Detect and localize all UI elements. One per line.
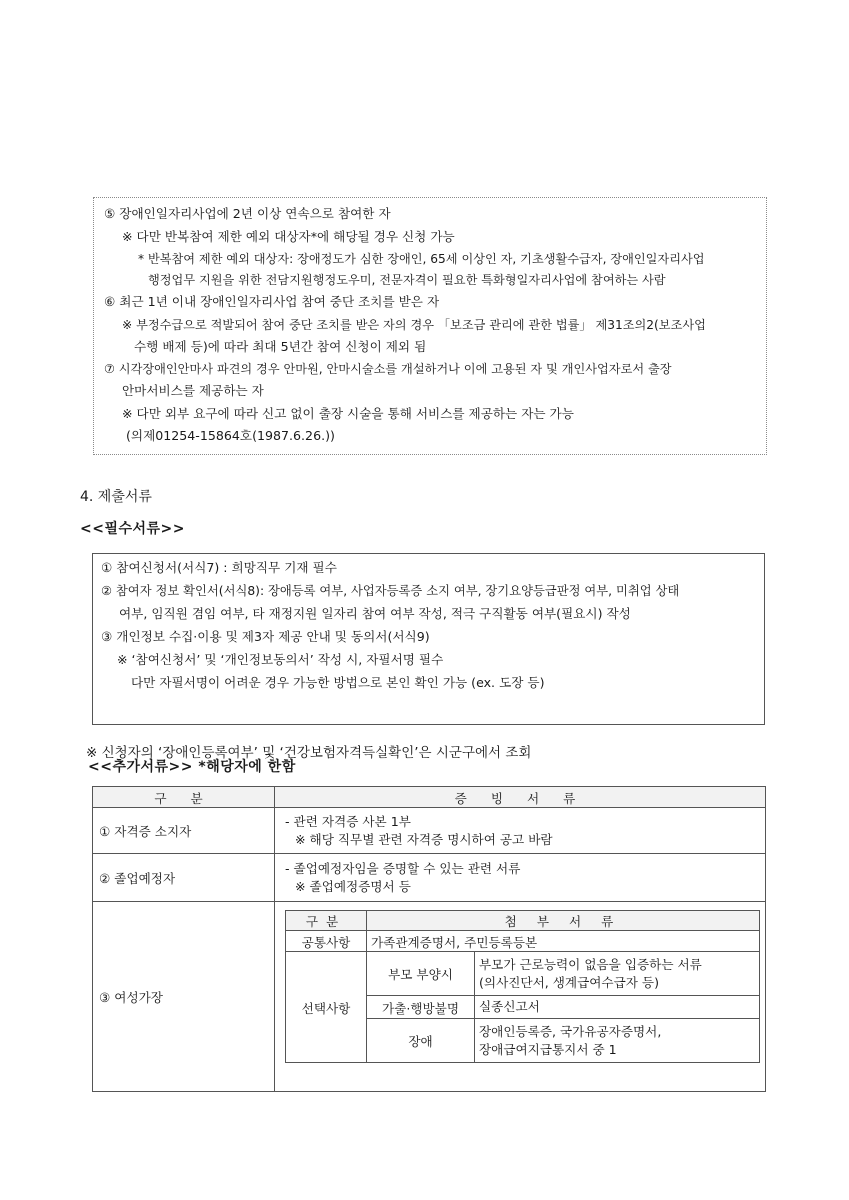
common-docs: 가족관계증명서, 주민등록등본 xyxy=(367,931,760,952)
optional-doc-line: 실종신고서 xyxy=(479,999,540,1014)
common-label: 공통사항 xyxy=(286,931,367,952)
eligibility-note: ※ 다만 외부 요구에 따라 신고 없이 출장 시술을 통해 서비스를 제공하는 자는 가능 xyxy=(122,406,574,421)
eligibility-item-7-cont: 안마서비스를 제공하는 자 xyxy=(122,383,264,398)
required-docs-title: <<필수서류>> xyxy=(80,521,186,537)
optional-case-label: 가출·행방불명 xyxy=(367,996,475,1019)
optional-doc-line: 부모가 근로능력이 없음을 입증하는 서류 xyxy=(479,956,702,972)
row-docs xyxy=(275,854,766,902)
table-row xyxy=(93,808,766,854)
eligibility-reference: (의제01254-15864호(1987.6.26.)) xyxy=(126,428,335,443)
additional-docs-table xyxy=(92,786,766,1092)
optional-label: 선택사항 xyxy=(286,952,367,1063)
eligibility-note: ※ 다만 반복참여 제한 예외 대상자*에 해당될 경우 신청 가능 xyxy=(122,229,455,244)
required-doc-note-cont: 다만 자필서명이 어려운 경우 가능한 방법으로 본인 확인 가능 (ex. 도장 등) xyxy=(131,675,545,690)
eligibility-note: ※ 부정수급으로 적발되어 참여 중단 조치를 받은 자의 경우 「보조금 관리에 관한 법률」 제31조의2(보조사업 xyxy=(122,318,706,332)
required-doc-item: ① 참여신청서(서식7) : 희망직무 기재 필수 xyxy=(101,560,337,575)
table-header-docs: 증 빙 서 류 xyxy=(275,787,766,808)
required-doc-item: ② 참여자 정보 확인서(서식8): 장애등록 여부, 사업자등록증 소지 여부, 장기요양등급판정 여부, 미취업 상태 xyxy=(101,584,680,598)
optional-doc-line: 장애인등록증, 국가유공자증명서, xyxy=(479,1023,662,1039)
required-doc-note: ※ ‘참여신청서’ 및 ‘개인정보동의서’ 작성 시, 자필서명 필수 xyxy=(117,652,444,667)
optional-doc-line: 장애급여지급통지서 중 1 xyxy=(479,1041,617,1057)
section-title: 4. 제출서류 xyxy=(80,489,152,505)
row-docs xyxy=(275,902,766,1092)
table-row xyxy=(93,854,766,902)
female-head-inner-table xyxy=(285,910,760,1063)
table-header-category: 구 분 xyxy=(93,787,275,808)
eligibility-item-7: ⑦ 시각장애인안마사 파견의 경우 안마원, 안마시술소를 개설하거나 이에 고용된 자 및 개인사업자로서 출장 xyxy=(104,362,672,376)
required-doc-item: ③ 개인정보 수집·이용 및 제3자 제공 안내 및 동의서(서식9) xyxy=(101,629,430,644)
row-docs xyxy=(275,808,766,854)
required-doc-item-cont: 여부, 임직원 겸임 여부, 타 재정지원 일자리 참여 여부 작성, 적극 구직활동 여부(필요시) 작성 xyxy=(119,606,631,621)
eligibility-footnote-cont: 행정업무 지원을 위한 전담지원행정도우미, 전문자격이 필요한 특화형일자리사업에 참여하는 사람 xyxy=(148,273,666,287)
eligibility-box xyxy=(93,197,767,455)
inner-header-category: 구분 xyxy=(286,911,367,931)
optional-case-label: 장애 xyxy=(367,1019,475,1063)
row-category: ③ 여성가장 xyxy=(93,902,275,1092)
row-doc-line: ※ 해당 직무별 관련 자격증 명시하여 공고 바람 xyxy=(295,831,553,847)
optional-case-docs xyxy=(475,996,760,1019)
row-doc-line: - 관련 자격증 사본 1부 xyxy=(285,813,411,829)
table-row xyxy=(93,902,766,1092)
lookup-note: ※ 신청자의 ‘장애인등록여부’ 및 ‘건강보험자격득실확인’은 시군구에서 조회 xyxy=(86,745,532,761)
additional-docs-title: <<추가서류>> *해당자에 한함 xyxy=(88,759,296,775)
table-header-row xyxy=(93,787,766,808)
eligibility-item-6: ⑥ 최근 1년 이내 장애인일자리사업 참여 중단 조치를 받은 자 xyxy=(104,294,440,309)
eligibility-note-cont: 수행 배제 등)에 따라 최대 5년간 참여 신청이 제외 됨 xyxy=(134,339,427,354)
eligibility-footnote: * 반복참여 제한 예외 대상자: 장애정도가 심한 장애인, 65세 이상인 자, 기초생활수급자, 장애인일자리사업 xyxy=(138,252,705,266)
row-category: ① 자격증 소지자 xyxy=(93,808,275,854)
required-docs-box xyxy=(92,553,765,725)
row-doc-line: - 졸업예정자임을 증명할 수 있는 관련 서류 xyxy=(285,860,521,876)
row-doc-line: ※ 졸업예정증명서 등 xyxy=(295,878,411,894)
optional-case-label: 부모 부양시 xyxy=(367,952,475,996)
optional-doc-line: (의사진단서, 생계급여수급자 등) xyxy=(479,974,659,990)
optional-case-docs xyxy=(475,1019,760,1063)
optional-case-docs xyxy=(475,952,760,996)
inner-header-docs: 첨 부 서 류 xyxy=(367,911,760,931)
row-category: ② 졸업예정자 xyxy=(93,854,275,902)
eligibility-item-5: ⑤ 장애인일자리사업에 2년 이상 연속으로 참여한 자 xyxy=(104,206,391,221)
